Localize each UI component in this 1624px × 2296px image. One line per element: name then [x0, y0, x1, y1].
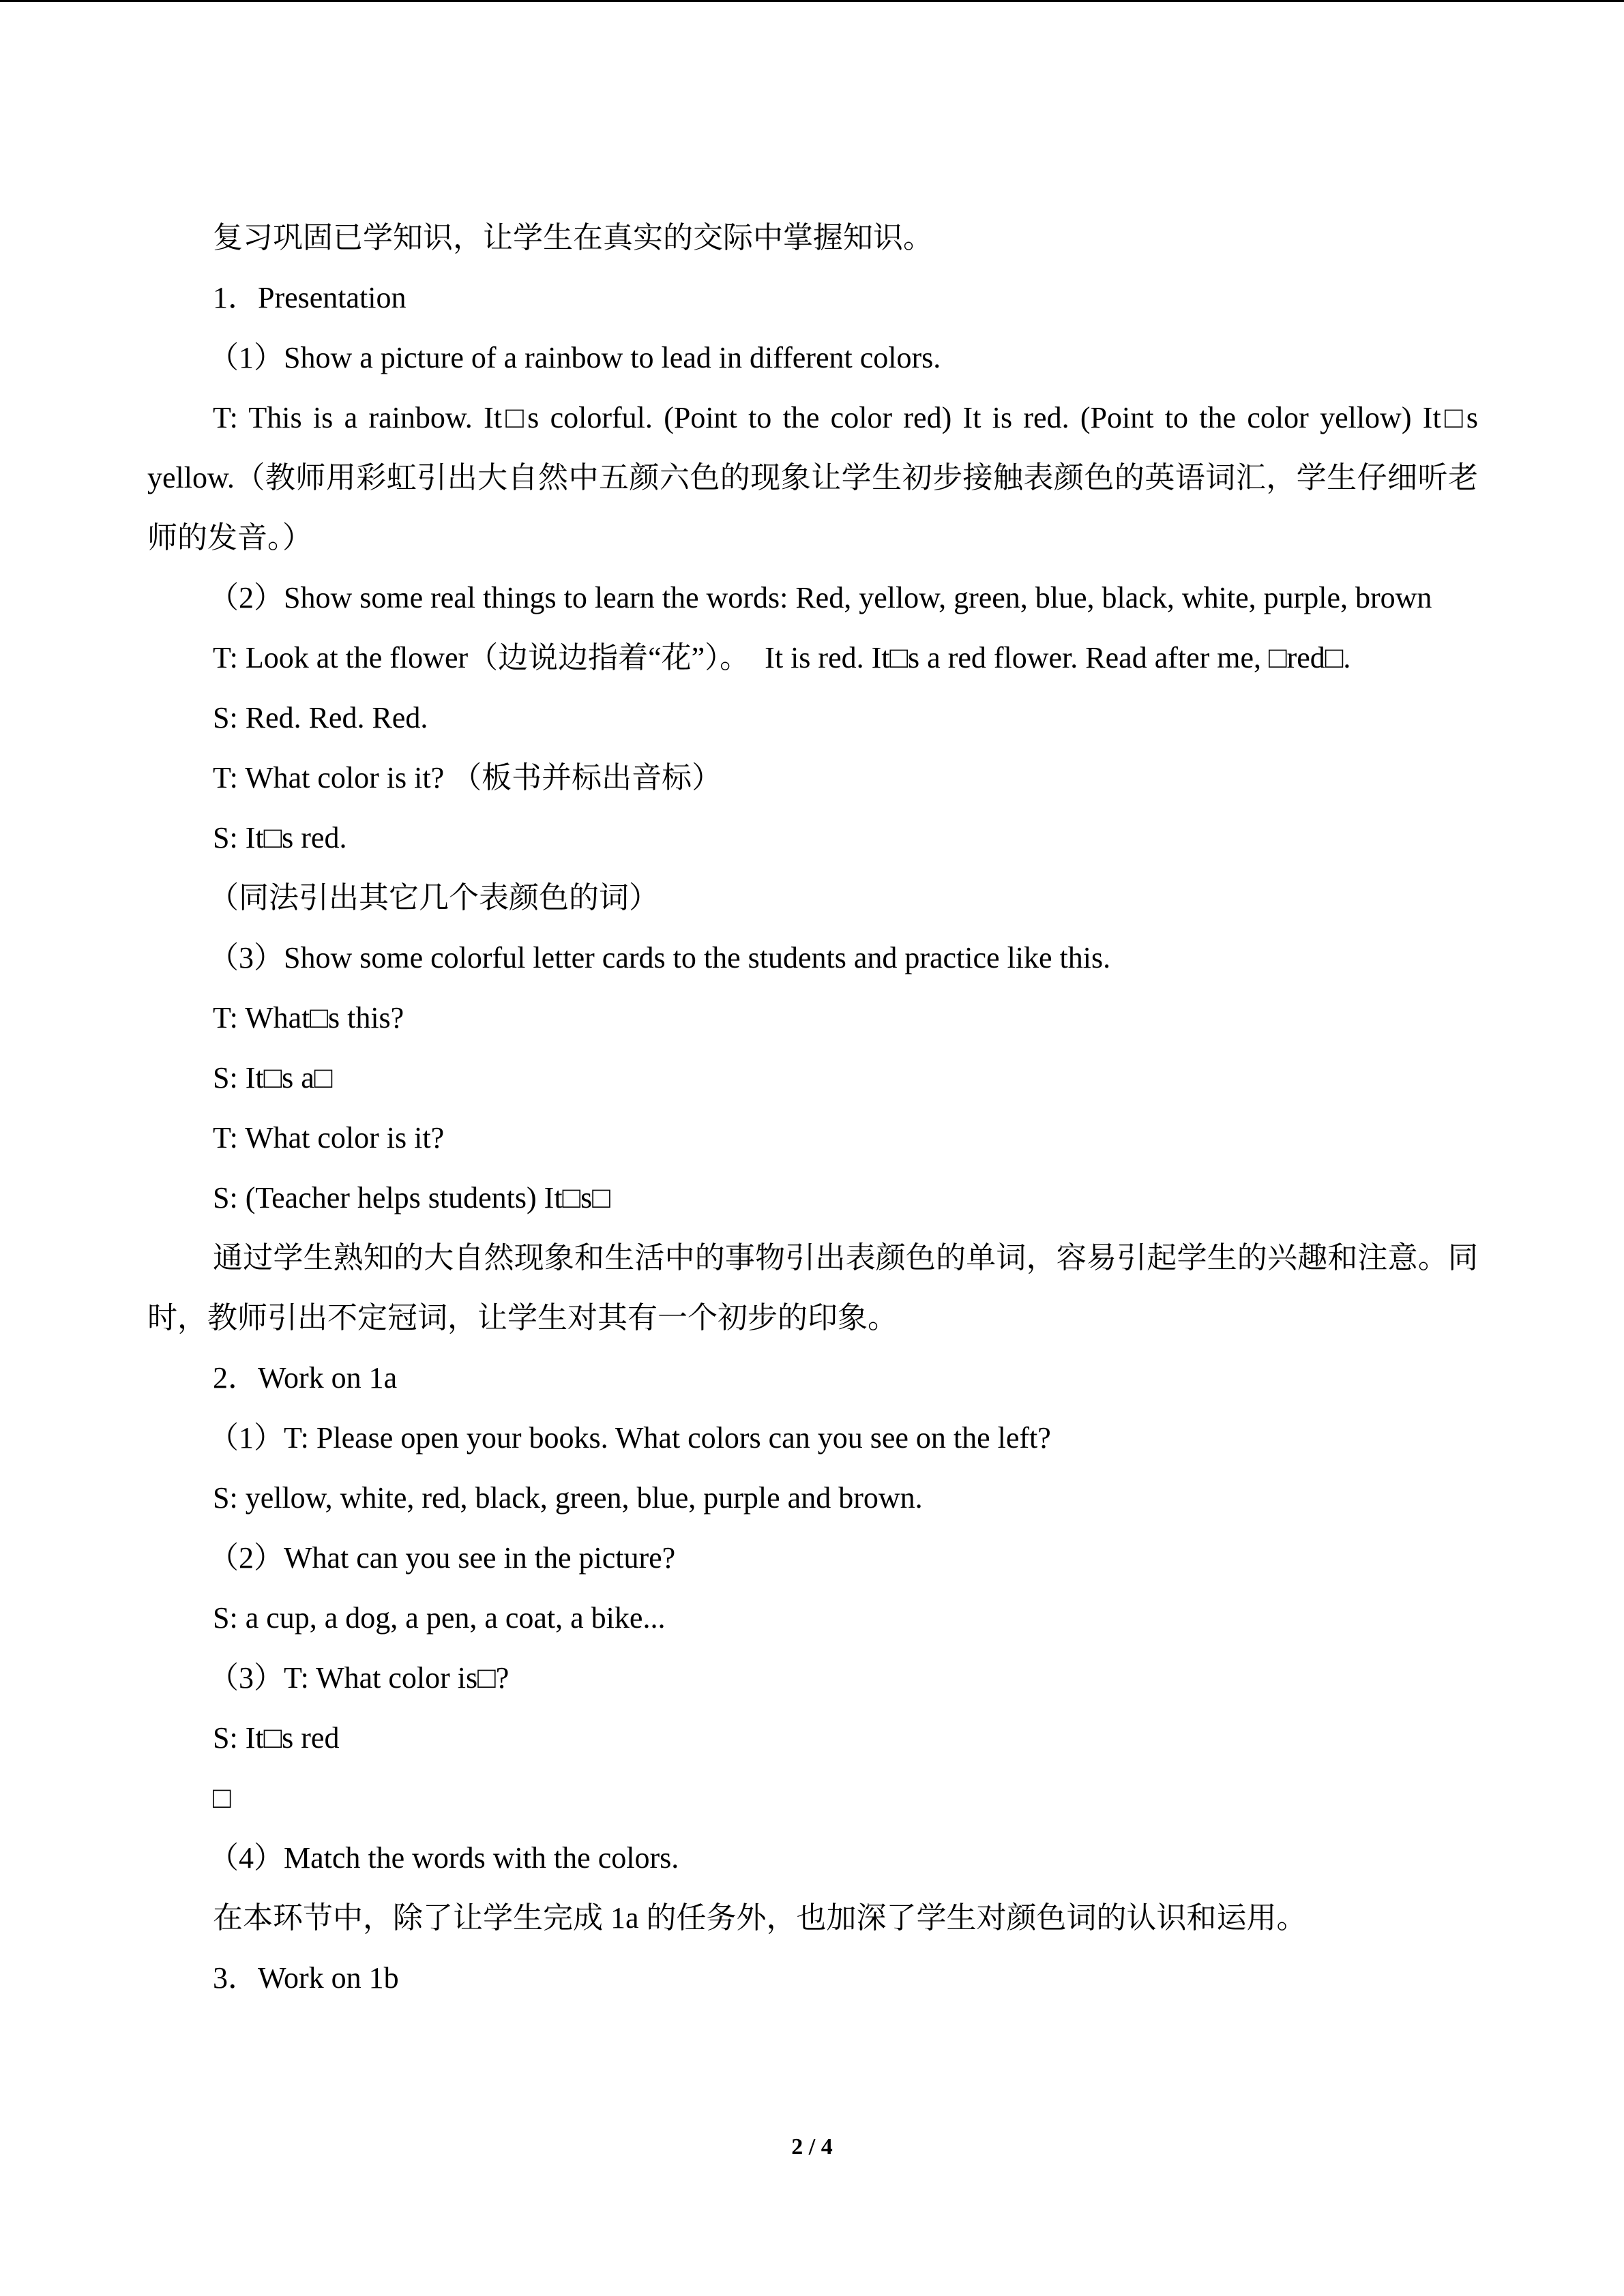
dialogue-teacher-helps: S: (Teacher helps students) It□s□: [213, 1181, 610, 1214]
step-what-color-is: （3）T: What color is□?: [209, 1661, 510, 1695]
dialogue-what-color-2: T: What color is it?: [213, 1121, 445, 1154]
dialogue-flower: T: Look at the flower（边说边指着“花”）。 It is red. It□s a red flower. Read after me, □red□.: [213, 641, 1351, 674]
step-letter-cards: （3）Show some colorful letter cards to the students and practice like this.: [209, 941, 1111, 974]
dialogue-rainbow: T: This is a rainbow. It□s colorful. (Point to the color red) It is red. (Point to the color yellow) It□s yellow.（教师用彩虹引出大自然中五颜六色的现象让学生初步接触表颜色的英语词汇，学生仔细听老师的发音。）: [147, 401, 1486, 554]
step-show-rainbow: （1）Show a picture of a rainbow to lead in different colors.: [209, 341, 941, 374]
dialogue-student-red: S: Red. Red. Red.: [213, 701, 428, 734]
dialogue-whats-this: T: What□s this?: [213, 1001, 404, 1034]
heading-presentation: 1．Presentation: [213, 281, 407, 314]
dialogue-its-a: S: It□s a□: [213, 1061, 333, 1094]
dialogue-objects: S: a cup, a dog, a pen, a coat, a bike...: [213, 1601, 666, 1635]
paragraph-1a-note: 在本环节中，除了让学生完成 1a 的任务外，也加深了学生对颜色词的认识和运用。: [213, 1901, 1307, 1935]
dialogue-its-red: S: It□s red.: [213, 821, 347, 854]
dialogue-color-list: S: yellow, white, red, black, green, blue, purple and brown.: [213, 1481, 923, 1515]
step-match-words: （4）Match the words with the colors.: [209, 1841, 679, 1875]
dialogue-what-color: T: What color is it? （板书并标出音标）: [213, 761, 722, 794]
step-open-books: （1）T: Please open your books. What colors can you see on the left?: [209, 1421, 1051, 1455]
document-body: [147, 208, 1486, 2008]
step-picture: （2）What can you see in the picture?: [209, 1541, 676, 1575]
paragraph-nature-note: 通过学生熟知的大自然现象和生活中的事物引出表颜色的单词，容易引起学生的兴趣和注意。同时，教师引出不定冠词，让学生对其有一个初步的印象。: [147, 1241, 1478, 1335]
heading-work-1b: 3．Work on 1b: [213, 1961, 399, 1995]
dialogue-its-red-2: S: It□s red: [213, 1721, 340, 1755]
top-border-rule: [0, 0, 1624, 2]
paragraph-review-note: 复习巩固已学知识，让学生在真实的交际中掌握知识。: [213, 221, 933, 254]
step-real-things: （2）Show some real things to learn the words: Red, yellow, green, blue, black, white, purple, brown: [209, 581, 1432, 614]
heading-work-1a: 2．Work on 1a: [213, 1361, 398, 1395]
note-other-colors: （同法引出其它几个表颜色的词）: [209, 881, 659, 914]
placeholder-box: □: [213, 1781, 231, 1815]
page-number: 2 / 4: [791, 2134, 833, 2160]
